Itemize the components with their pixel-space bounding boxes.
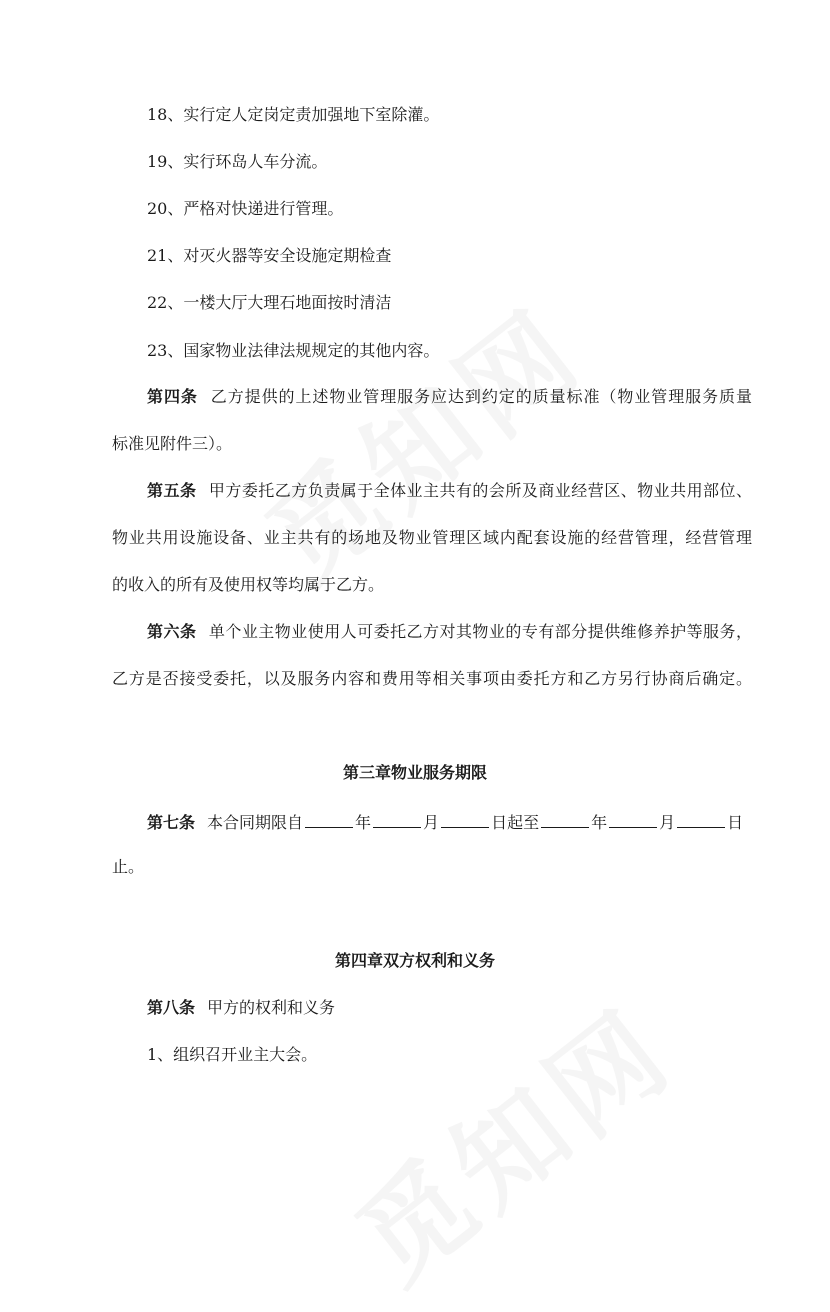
article-5-line-3: 的收入的所有及使用权等均属于乙方。	[112, 575, 385, 594]
list-item: 21、对灭火器等安全设施定期检查	[147, 246, 392, 265]
blank-field[interactable]	[441, 809, 489, 828]
article-6-line-1: 第六条 单个业主物业使用人可委托乙方对其物业的专有部分提供维修养护等服务，	[147, 622, 752, 641]
article-7-label: 第七条	[147, 813, 196, 832]
article-7-line-2: 止。	[112, 857, 145, 876]
article-8-line: 第八条 甲方的权利和义务	[147, 998, 336, 1017]
list-item: 1、组织召开业主大会。	[147, 1045, 318, 1064]
article-4-label: 第四条	[147, 387, 198, 406]
article-4-line-1: 第四条 乙方提供的上述物业管理服务应达到约定的质量标准（物业管理服务质量	[147, 387, 752, 406]
chapter-4-heading: 第四章双方权利和义务	[334, 951, 495, 970]
blank-field[interactable]	[373, 809, 421, 828]
article-8-label: 第八条	[147, 998, 196, 1017]
article-5-line-1: 第五条 甲方委托乙方负责属于全体业主共有的会所及商业经营区、物业共用部位、	[147, 481, 752, 500]
list-item: 18、实行定人定岗定责加强地下室除灌。	[147, 105, 440, 124]
article-5-label: 第五条	[147, 481, 197, 500]
article-6-label: 第六条	[147, 622, 197, 641]
article-4-line-2: 标准见附件三）。	[112, 434, 233, 453]
blank-field[interactable]	[677, 809, 725, 828]
blank-field[interactable]	[609, 809, 657, 828]
list-item: 19、实行环岛人车分流。	[147, 152, 328, 171]
list-item: 22、一楼大厅大理石地面按时清洁	[147, 293, 392, 312]
chapter-3-heading: 第三章物业服务期限	[342, 763, 487, 782]
article-6-line-2: 乙方是否接受委托，以及服务内容和费用等相关事项由委托方和乙方另行协商后确定。	[112, 669, 752, 688]
article-7-line-1: 第七条 本合同期限自 年 月 日起至 年 月 日	[147, 809, 752, 834]
blank-field[interactable]	[541, 809, 589, 828]
list-item: 20、严格对快递进行管理。	[147, 199, 344, 218]
article-5-line-2: 物业共用设施设备、业主共有的场地及物业管理区域内配套设施的经营管理，经营管理	[112, 528, 752, 547]
blank-field[interactable]	[305, 809, 353, 828]
list-item: 23、国家物业法律法规规定的其他内容。	[147, 341, 440, 360]
